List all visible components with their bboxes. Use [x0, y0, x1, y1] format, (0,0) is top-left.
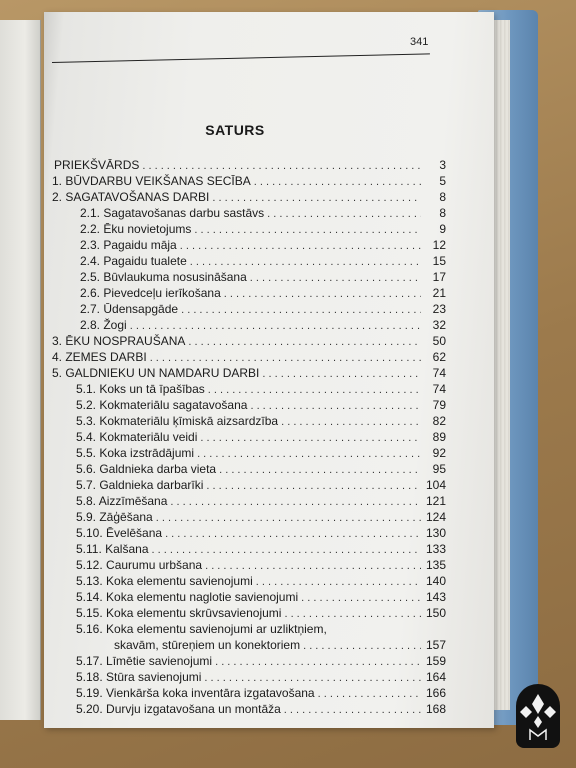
- dot-leader: [262, 368, 421, 380]
- toc-entry: [80, 238, 446, 253]
- toc-entry-label: 5.18. Stūra savienojumi: [76, 670, 202, 684]
- toc-entry-label: 4. ZEMES DARBI: [52, 350, 147, 364]
- toc-entry: [80, 318, 446, 333]
- dot-leader: [205, 560, 421, 572]
- dot-leader: [301, 592, 421, 604]
- watermark-logo-icon: [516, 684, 560, 748]
- toc-entry-page: 104: [425, 478, 446, 492]
- toc-entry-label: 5.4. Kokmateriālu veidi: [76, 430, 198, 444]
- toc-entry-page: 82: [432, 414, 446, 428]
- toc-entry-page: 21: [432, 286, 446, 300]
- toc-entry-page: 74: [432, 382, 446, 396]
- dot-leader: [188, 336, 421, 348]
- toc-entry-page: 50: [432, 334, 446, 348]
- toc-entry: [114, 638, 446, 653]
- dot-leader: [206, 480, 421, 492]
- dot-leader: [130, 320, 421, 332]
- dot-leader: [200, 432, 421, 444]
- toc-entry-label: 2.5. Būvlaukuma nosusināšana: [80, 270, 247, 284]
- toc-entry-label: 2.8. Žogi: [80, 318, 127, 332]
- toc-entry-label: 1. BŪVDARBU VEIKŠANAS SECĪBA: [52, 174, 251, 188]
- toc-entry-page: 23: [432, 302, 446, 316]
- toc-entry-page: 3: [439, 158, 446, 172]
- dot-leader: [281, 416, 421, 428]
- toc-entry-page: 166: [425, 686, 446, 700]
- toc-entry: [76, 558, 446, 573]
- dot-leader: [197, 448, 421, 460]
- toc-entry-page: 79: [432, 398, 446, 412]
- toc-entry-page: 89: [432, 430, 446, 444]
- page-title: SATURS: [205, 122, 265, 138]
- page-number: 341: [410, 36, 429, 48]
- toc-entry: [76, 430, 446, 445]
- toc-entry-label: 5.17. Līmētie savienojumi: [76, 654, 213, 668]
- dot-leader: [267, 208, 421, 220]
- toc-entry: [80, 302, 446, 317]
- toc-entry-label: 5.16. Koka elementu savienojumi ar uzliktņiem,: [76, 622, 327, 636]
- toc-entry-page: 17: [432, 270, 446, 284]
- toc-entry-label: 5.8. Aizzīmēšana: [76, 494, 168, 508]
- dot-leader: [303, 640, 421, 652]
- toc-entry: [80, 286, 446, 301]
- toc-entry-label: 2.6. Pievedceļu ierīkošana: [80, 286, 221, 300]
- toc-entry-label: 5.15. Koka elementu skrūvsavienojumi: [76, 606, 282, 620]
- toc-entry: [76, 478, 446, 493]
- toc-entry-page: 92: [432, 446, 446, 460]
- toc-entry-page: 150: [425, 606, 446, 620]
- toc-entry-page: 168: [425, 702, 446, 716]
- toc-entry: [76, 398, 446, 413]
- toc-entry: [76, 510, 446, 525]
- toc-entry-page: 159: [425, 654, 446, 668]
- dot-leader: [250, 272, 421, 284]
- dot-leader: [150, 352, 421, 364]
- toc-entry: [76, 574, 446, 589]
- toc-entry: [54, 158, 446, 173]
- toc-entry: [76, 462, 446, 477]
- toc-entry-label: 5.9. Zāģēšana: [76, 510, 153, 524]
- dot-leader: [256, 576, 421, 588]
- toc-entry-label: 5.5. Koka izstrādājumi: [76, 446, 195, 460]
- toc-entry-label: 5.11. Kalšana: [76, 542, 149, 556]
- toc-entry: [80, 270, 446, 285]
- toc-entry: [80, 206, 446, 221]
- toc-entry-page: 62: [432, 350, 446, 364]
- dot-leader: [194, 224, 421, 236]
- toc-entry-page: 157: [425, 638, 446, 652]
- toc-entry-page: 8: [439, 190, 446, 204]
- dot-leader: [219, 464, 421, 476]
- toc-entry-label: 2.3. Pagaidu māja: [80, 238, 177, 252]
- toc-entry: [76, 494, 446, 509]
- toc-entry-label: 5.12. Caurumu urbšana: [76, 558, 203, 572]
- toc-entry-label: 5.10. Ēvelēšana: [76, 526, 163, 540]
- toc-entry-label: 5.20. Durvju izgatavošana un montāža: [76, 702, 281, 716]
- toc-entry: [80, 222, 446, 237]
- dot-leader: [215, 656, 421, 668]
- dot-leader: [181, 304, 421, 316]
- toc-entry: [76, 606, 446, 621]
- toc-entry: [52, 350, 446, 365]
- toc-entry: [76, 670, 446, 685]
- dot-leader: [170, 496, 421, 508]
- toc-entry-page: 121: [425, 494, 446, 508]
- toc-entry-label: 2.4. Pagaidu tualete: [80, 254, 187, 268]
- toc-entry-label: 5. GALDNIEKU UN NAMDARU DARBI: [52, 366, 260, 380]
- toc-entry-label: 2.7. Ūdensapgāde: [80, 302, 179, 316]
- toc-entry: [76, 446, 446, 461]
- toc-entry-label: 5.14. Koka elementu naglotie savienojumi: [76, 590, 299, 604]
- dot-leader: [224, 288, 421, 300]
- dot-leader: [180, 240, 421, 252]
- toc-entry: [76, 702, 446, 717]
- toc-entry-label: 5.13. Koka elementu savienojumi: [76, 574, 253, 588]
- toc-entry-page: 95: [432, 462, 446, 476]
- toc-entry: [52, 366, 446, 381]
- toc-entry-label: 5.3. Kokmateriālu ķīmiskā aizsardzība: [76, 414, 279, 428]
- toc-entry-page: 9: [439, 222, 446, 236]
- toc-entry-label: 5.2. Kokmateriālu sagatavošana: [76, 398, 248, 412]
- dot-leader: [142, 160, 421, 172]
- toc-entry: [76, 382, 446, 397]
- toc-entry-label: 5.19. Vienkārša koka inventāra izgatavošana: [76, 686, 315, 700]
- toc-entry: [52, 190, 446, 205]
- dot-leader: [284, 704, 421, 716]
- toc-entry-page: 15: [432, 254, 446, 268]
- toc-entry: [76, 686, 446, 701]
- toc-entry: [76, 654, 446, 669]
- toc-entry-label: 3. ĒKU NOSPRAUŠANA: [52, 334, 186, 348]
- dot-leader: [212, 192, 421, 204]
- toc-entry-label: 5.1. Koks un tā īpašības: [76, 382, 205, 396]
- dot-leader: [204, 672, 421, 684]
- toc-entry-page: 164: [425, 670, 446, 684]
- dot-leader: [318, 688, 421, 700]
- toc-entry-page: 143: [425, 590, 446, 604]
- toc-entry: [52, 174, 446, 189]
- toc-entry-page: 5: [439, 174, 446, 188]
- dot-leader: [156, 512, 421, 524]
- toc-entry-label: 5.6. Galdnieka darba vieta: [76, 462, 217, 476]
- dot-leader: [284, 608, 421, 620]
- toc-entry: [80, 254, 446, 269]
- toc-entry: [76, 590, 446, 605]
- toc-entry-page: 140: [425, 574, 446, 588]
- toc-entry-page: 12: [432, 238, 446, 252]
- toc-entry: [76, 414, 446, 429]
- dot-leader: [165, 528, 421, 540]
- toc-entry-label: 5.7. Galdnieka darbarīki: [76, 478, 204, 492]
- toc-entry-label: PRIEKŠVĀRDS: [54, 158, 140, 172]
- dot-leader: [254, 176, 421, 188]
- toc-entry: [76, 526, 446, 541]
- toc-entry-label: skavām, stūreņiem un konektoriem: [114, 638, 301, 652]
- toc-entry-label: 2.2. Ēku novietojums: [80, 222, 192, 236]
- toc-entry: [76, 542, 446, 557]
- toc-entry-page: 133: [425, 542, 446, 556]
- toc-entry: [52, 334, 446, 349]
- toc-entry-page: 74: [432, 366, 446, 380]
- toc-entry-page: 32: [432, 318, 446, 332]
- dot-leader: [152, 544, 422, 556]
- toc-entry-label: 2. SAGATAVOŠANAS DARBI: [52, 190, 210, 204]
- dot-leader: [208, 384, 421, 396]
- toc-entry-page: 135: [425, 558, 446, 572]
- toc-entry-label: 2.1. Sagatavošanas darbu sastāvs: [80, 206, 265, 220]
- toc-entry-page: 130: [425, 526, 446, 540]
- toc-entry-page: 124: [425, 510, 446, 524]
- dot-leader: [190, 256, 421, 268]
- dot-leader: [250, 400, 421, 412]
- toc-entry-page: 8: [439, 206, 446, 220]
